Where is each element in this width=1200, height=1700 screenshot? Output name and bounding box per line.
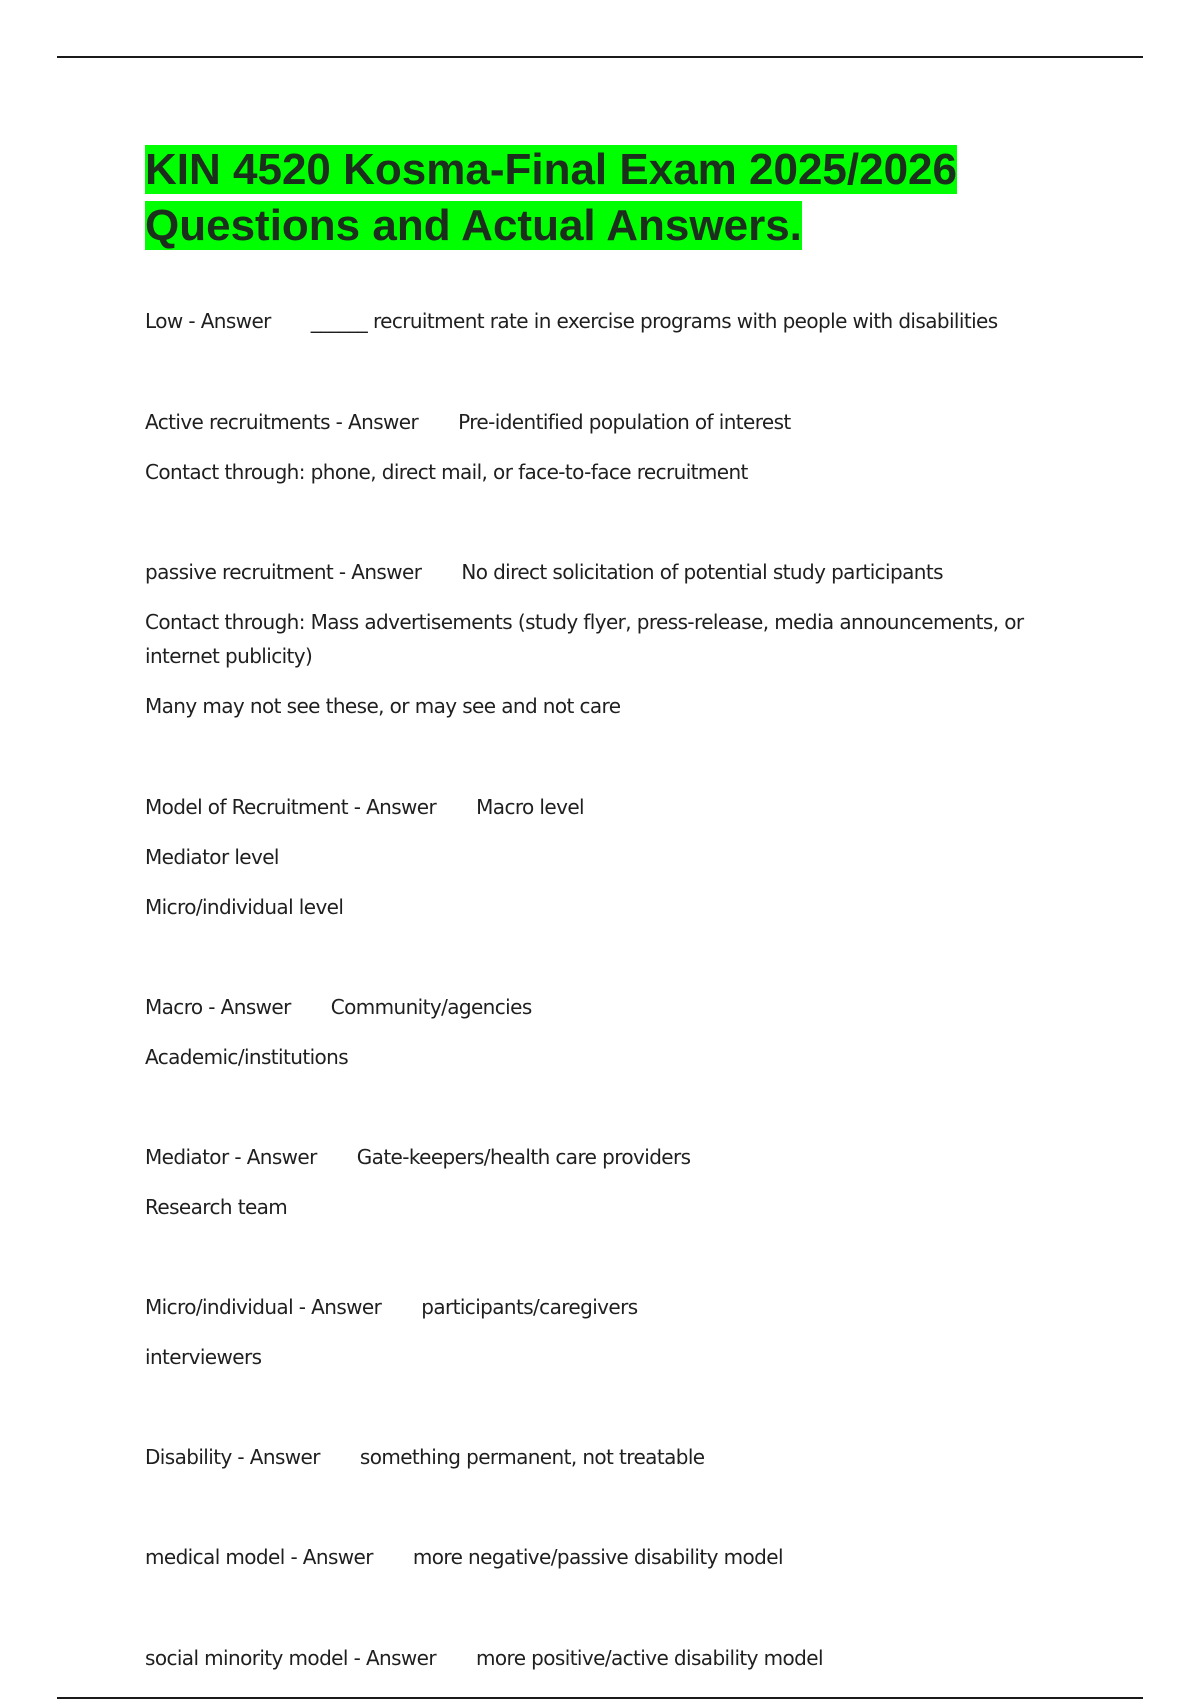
- document-title: [145, 142, 1075, 254]
- qa-term: Mediator - Answer: [145, 1145, 317, 1169]
- qa-entry-micro-individual: [145, 1290, 1065, 1390]
- qa-answer: more negative/passive disability model: [412, 1545, 783, 1569]
- footer-rule: [57, 1697, 1143, 1699]
- qa-answer: Macro level: [476, 795, 584, 819]
- qa-entry-model-of-recruitment: [145, 790, 1065, 940]
- qa-entry-mediator: [145, 1140, 1065, 1240]
- qa-line: [145, 304, 1065, 338]
- qa-term: social minority model - Answer: [145, 1646, 437, 1670]
- qa-answer-line: Many may not see these, or may see and not care: [145, 694, 621, 718]
- qa-entry-social-minority-model: [145, 1641, 1065, 1691]
- qa-term: Active recruitments - Answer: [145, 410, 419, 434]
- qa-answer: something permanent, not treatable: [359, 1445, 705, 1469]
- qa-term: Macro - Answer: [145, 995, 291, 1019]
- qa-term: Low - Answer: [145, 309, 271, 333]
- qa-term: medical model - Answer: [145, 1545, 373, 1569]
- qa-line: [145, 555, 1065, 589]
- header-rule: [57, 56, 1143, 58]
- qa-line: [145, 1440, 1065, 1474]
- qa-term: Disability - Answer: [145, 1445, 320, 1469]
- qa-answer-line: Contact through: phone, direct mail, or face-to-face recruitment: [145, 460, 748, 484]
- qa-entry-disability: [145, 1440, 1065, 1490]
- qa-line: [145, 1641, 1065, 1675]
- qa-line: [145, 405, 1065, 439]
- qa-entry-medical-model: [145, 1540, 1065, 1590]
- qa-line: [145, 990, 1065, 1024]
- title-highlight: KIN 4520 Kosma-Final Exam 2025/2026 Questions and Actual Answers.: [145, 145, 958, 250]
- qa-answer: Gate-keepers/health care providers: [356, 1145, 691, 1169]
- qa-answer-line: Academic/institutions: [145, 1045, 349, 1069]
- qa-answer: Pre-identified population of interest: [458, 410, 791, 434]
- qa-answer-line: Mediator level: [145, 845, 279, 869]
- qa-term: Model of Recruitment - Answer: [145, 795, 437, 819]
- qa-line: [145, 1540, 1065, 1574]
- qa-entry-low: [145, 304, 1065, 354]
- qa-entry-active-recruitments: [145, 405, 1065, 505]
- qa-line: [145, 1290, 1065, 1324]
- qa-entry-passive-recruitment: [145, 555, 1065, 739]
- qa-answer-line: Micro/individual level: [145, 895, 344, 919]
- qa-answer: Community/agencies: [330, 995, 532, 1019]
- qa-term: passive recruitment - Answer: [145, 560, 422, 584]
- qa-answer: participants/caregivers: [421, 1295, 638, 1319]
- qa-answer-line: Contact through: Mass advertisements (study flyer, press-release, media announcements, or internet publicity): [145, 610, 1024, 668]
- qa-entry-macro: [145, 990, 1065, 1090]
- qa-answer-line: interviewers: [145, 1345, 262, 1369]
- qa-answer: more positive/active disability model: [476, 1646, 823, 1670]
- qa-answer-line: Research team: [145, 1195, 288, 1219]
- qa-answer: No direct solicitation of potential study participants: [461, 560, 943, 584]
- qa-answer: ______ recruitment rate in exercise programs with people with disabilities: [310, 309, 998, 333]
- qa-line: [145, 1140, 1065, 1174]
- qa-term: Micro/individual - Answer: [145, 1295, 382, 1319]
- qa-line: [145, 790, 1065, 824]
